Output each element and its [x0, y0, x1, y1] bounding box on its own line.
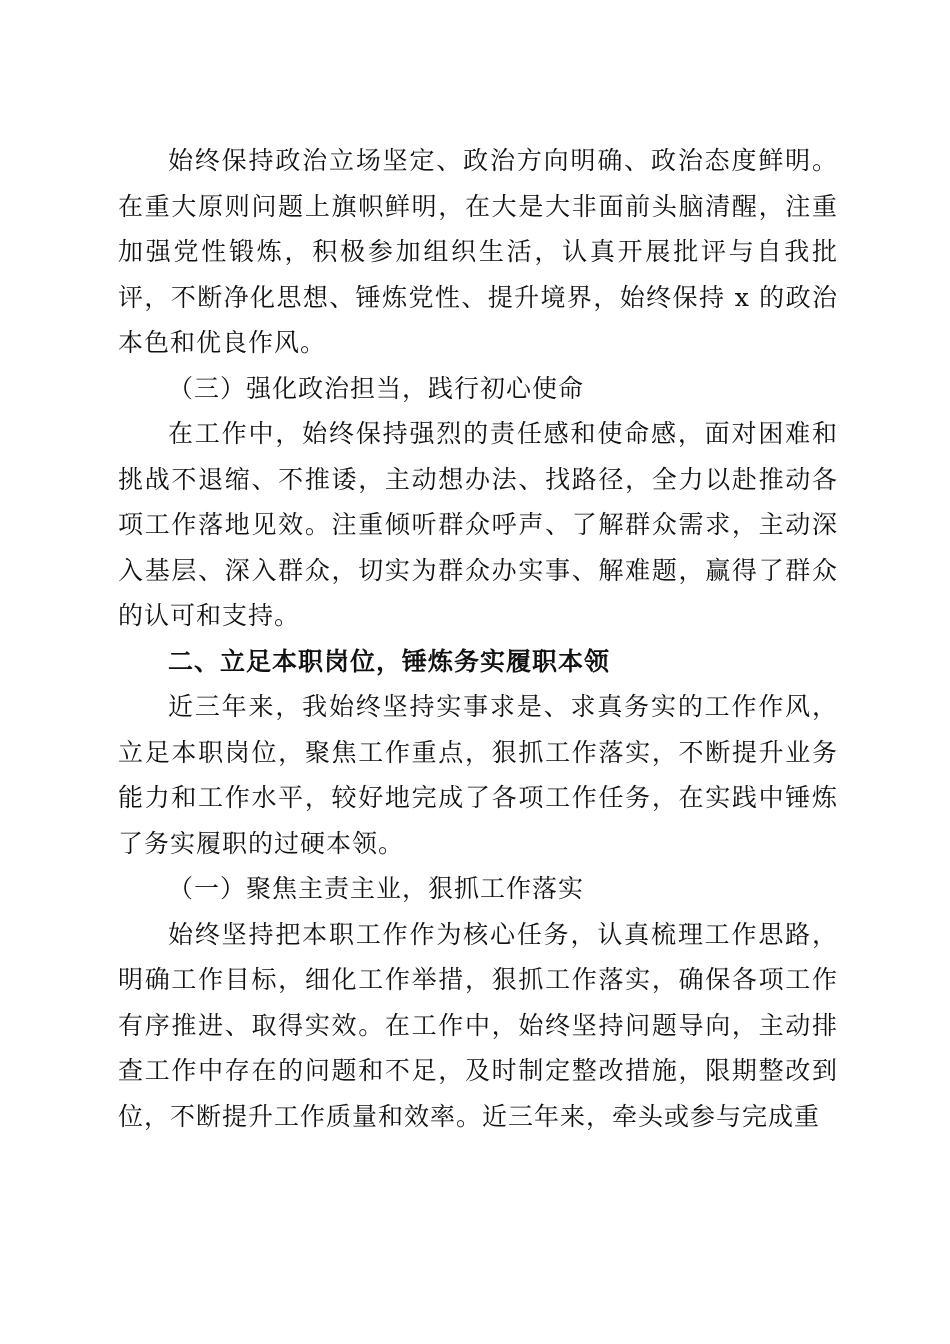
paragraph-responsibility: 在工作中，始终保持强烈的责任感和使命感，面对困难和挑战不退缩、不推诿，主动想办法、找路径，全力以赴推动各项工作落地见效。注重倾听群众呼声、了解群众需求，主动深入基层、深入群众，切实为群众办实事、解难题，赢得了群众的认可和支持。: [118, 419, 838, 630]
paragraph-three-years-summary: 近三年来，我始终坚持实事求是、求真务实的工作作风，立足本职岗位，聚焦工作重点，狠抓工作落实，不断提升业务能力和工作水平，较好地完成了各项工作任务，在实践中锤炼了务实履职的过硬本领。: [118, 692, 838, 858]
subheading-core-duties: （一）聚焦主责主业，狠抓工作落实: [168, 874, 585, 903]
document-page: [118, 138, 838, 1139]
paragraph-political-stance: 始终保持政治立场坚定、政治方向明确、政治态度鲜明。在重大原则问题上旗帜鲜明，在大是大非面前头脑清醒，注重加强党性锻炼，积极参加组织生活，认真开展批评与自我批评，不断净化思想、锤炼党性、提升境界，始终保持 x 的政治本色和优良作风。: [118, 146, 838, 357]
paragraph-core-duties: 始终坚持把本职工作作为核心任务，认真梳理工作思路，明确工作目标，细化工作举措，狠抓工作落实，确保各项工作有序推进、取得实效。在工作中，始终坚持问题导向，主动排查工作中存在的问题和不足，及时制定整改措施，限期整改到位，不断提升工作质量和效率。近三年来，牵头或参与完成重: [118, 919, 838, 1131]
subheading-political-responsibility: （三）强化政治担当，践行初心使命: [168, 373, 585, 403]
section-heading-job-duties: 二、立足本职岗位，锤炼务实履职本领: [168, 646, 611, 676]
